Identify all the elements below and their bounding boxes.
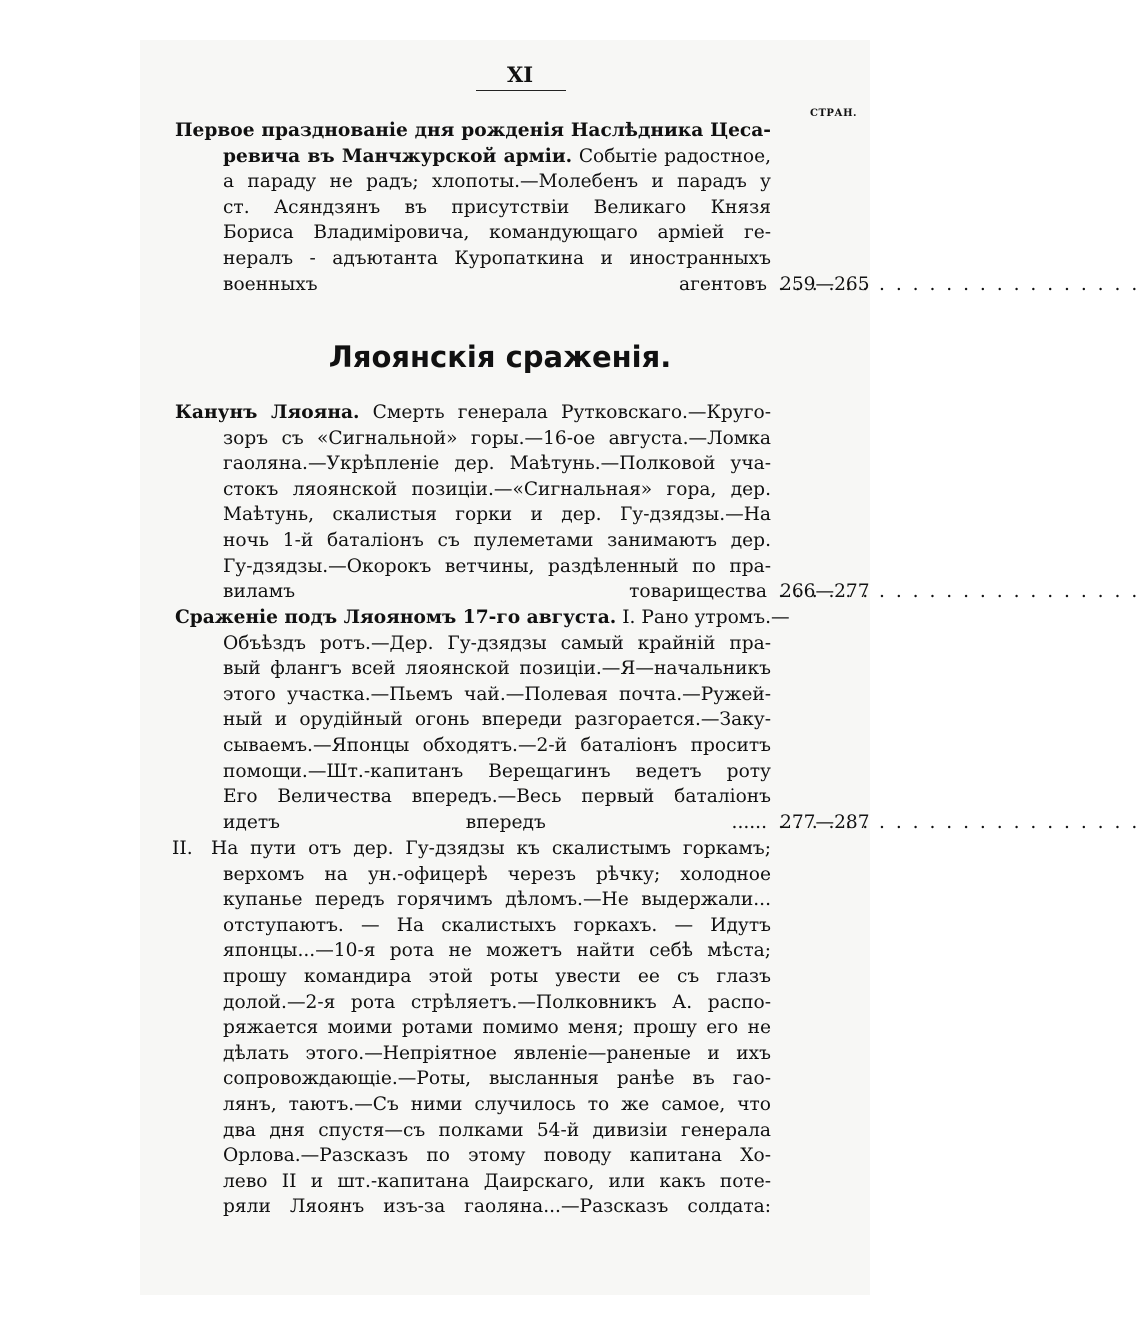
section-title: Ляоянскія сраженія. <box>328 340 672 374</box>
entry-line: зоръ съ «Сигнальной» горы.—16-ое августа.—Ломка <box>223 427 771 449</box>
entry-line: а параду не радъ; хлопоты.—Молебенъ и парадъ у <box>223 171 771 193</box>
page-number-rule <box>476 90 566 91</box>
entry-line: помощи.—Шт.-капитанъ Верещагинъ ведетъ роту <box>223 760 771 782</box>
entry-line: Объѣздъ ротъ.—Дер. Гу-дзядзы самый крайній пра- <box>223 632 771 654</box>
entry-line: Маѣтунь, скалистыя горки и дер. Гу-дзядзы.—На <box>223 504 771 526</box>
entry-line: Его Величества впередъ.—Весь первый баталіонъ <box>223 786 771 808</box>
entry-line: ст. Асяндзянъ въ присутствіи Великаго Князя <box>223 196 771 218</box>
entry-line: дѣлать этого.—Непріятное явленіе—раненые и ихъ <box>223 1042 771 1064</box>
entry-line <box>175 605 790 631</box>
entry-heading: Сраженіе подъ Ляояномъ 17-го августа. <box>175 607 617 628</box>
entry-line: стокъ ляоянской позиціи.—«Сигнальная» гора, дер. <box>223 478 771 500</box>
entry-line: ряли Ляоянъ изъ-за гаоляна...—Разсказъ солдата: <box>223 1196 771 1218</box>
toc-entry-eve-of-liaoyang <box>175 400 771 605</box>
entry-line: два дня спустя—съ полками 54-й дивизіи генерала <box>223 1119 771 1141</box>
entry-line: прошу командира этой роты увести ее съ глазъ <box>223 965 771 987</box>
entry-line: На пути отъ дер. Гу-дзядзы къ скалистымъ горкамъ; <box>211 838 771 859</box>
pages-column-header: СТРАН. <box>810 108 857 119</box>
entry-text: Смерть генерала Рутковскаго.—Круго- <box>372 402 771 423</box>
entry-text: Событіе радостное, <box>578 145 771 167</box>
entry-text: виламъ товарищества <box>223 581 771 602</box>
entry-line: долой.—2-я рота стрѣляетъ.—Полковникъ А. распо- <box>223 991 771 1013</box>
page-number: XI <box>506 62 534 87</box>
entry-line: этого участка.—Пьемъ чай.—Полевая почта.—Ружей- <box>223 683 771 705</box>
toc-entry-part-two <box>211 836 771 1220</box>
entry-line: лево II и шт.-капитана Даирскаго, или какъ поте- <box>223 1170 771 1192</box>
entry-text: идетъ впередъ ...... <box>223 812 771 833</box>
entry-pages: 277—287 <box>780 812 870 833</box>
entry-line: нералъ - адъютанта Куропаткина и иностранныхъ <box>223 247 771 269</box>
entry-leader-line <box>223 579 771 605</box>
entry-line: сопровождающіе.—Роты, высланныя ранѣе въ гао- <box>223 1068 771 1090</box>
entry-pages: 259—265 <box>780 274 870 295</box>
entry-heading-line: Первое празднованіе дня рожденія Наслѣдника Цеса- <box>175 120 771 141</box>
entry-line: ночь 1-й баталіонъ съ пулеметами занимаютъ дер. <box>223 529 771 551</box>
entry-line: отступаютъ. — На скалистыхъ горкахъ. — Идутъ <box>223 914 771 936</box>
entry-line: японцы...—10-я рота не можетъ найти себѣ мѣста; <box>223 940 771 962</box>
entry-text: военныхъ агентовъ <box>223 274 771 295</box>
entry-line <box>223 144 771 170</box>
entry-text: I. Рано утромъ.— <box>622 607 790 628</box>
entry-line: Орлова.—Разсказъ по этому поводу капитана Хо- <box>223 1145 771 1167</box>
toc-entry-celebration <box>175 118 771 297</box>
entry-leader-line <box>223 810 771 836</box>
entry-pages: 266—277 <box>780 581 870 602</box>
entry-line: верхомъ на ун.-офицерѣ черезъ рѣчку; холодное <box>223 863 771 885</box>
entry-heading-line: ревича въ Манчжурской арміи. <box>223 145 573 167</box>
entry-line <box>175 400 771 426</box>
entry-line: лянъ, таютъ.—Съ ними случилось то же самое, что <box>223 1093 771 1115</box>
entry-line: Бориса Владиміровича, командующаго арміей ге- <box>223 222 771 244</box>
entry-line: ряжается моими ротами помимо меня; прошу его не <box>223 1017 771 1039</box>
entry-line: купанье передъ горячимъ дѣломъ.—Не выдержали... <box>223 889 771 911</box>
entry-roman-numeral: II. <box>172 838 193 859</box>
entry-line: вый флангъ всей ляоянской позиціи.—Я—начальникъ <box>223 658 771 680</box>
entry-line: гаоляна.—Укрѣпленіе дер. Маѣтунь.—Полковой уча- <box>223 453 771 475</box>
entry-heading: Канунъ Ляояна. <box>175 402 360 423</box>
entry-line: ный и орудійный огонь впереди разгорается.—Заку- <box>223 709 771 731</box>
entry-leader-line <box>223 272 771 298</box>
toc-entry-battle-aug-17 <box>175 605 790 835</box>
entry-line: сываемъ.—Японцы обходятъ.—2-й баталіонъ проситъ <box>223 734 771 756</box>
entry-line: Гу-дзядзы.—Окорокъ ветчины, раздѣленный по пра- <box>223 555 771 577</box>
